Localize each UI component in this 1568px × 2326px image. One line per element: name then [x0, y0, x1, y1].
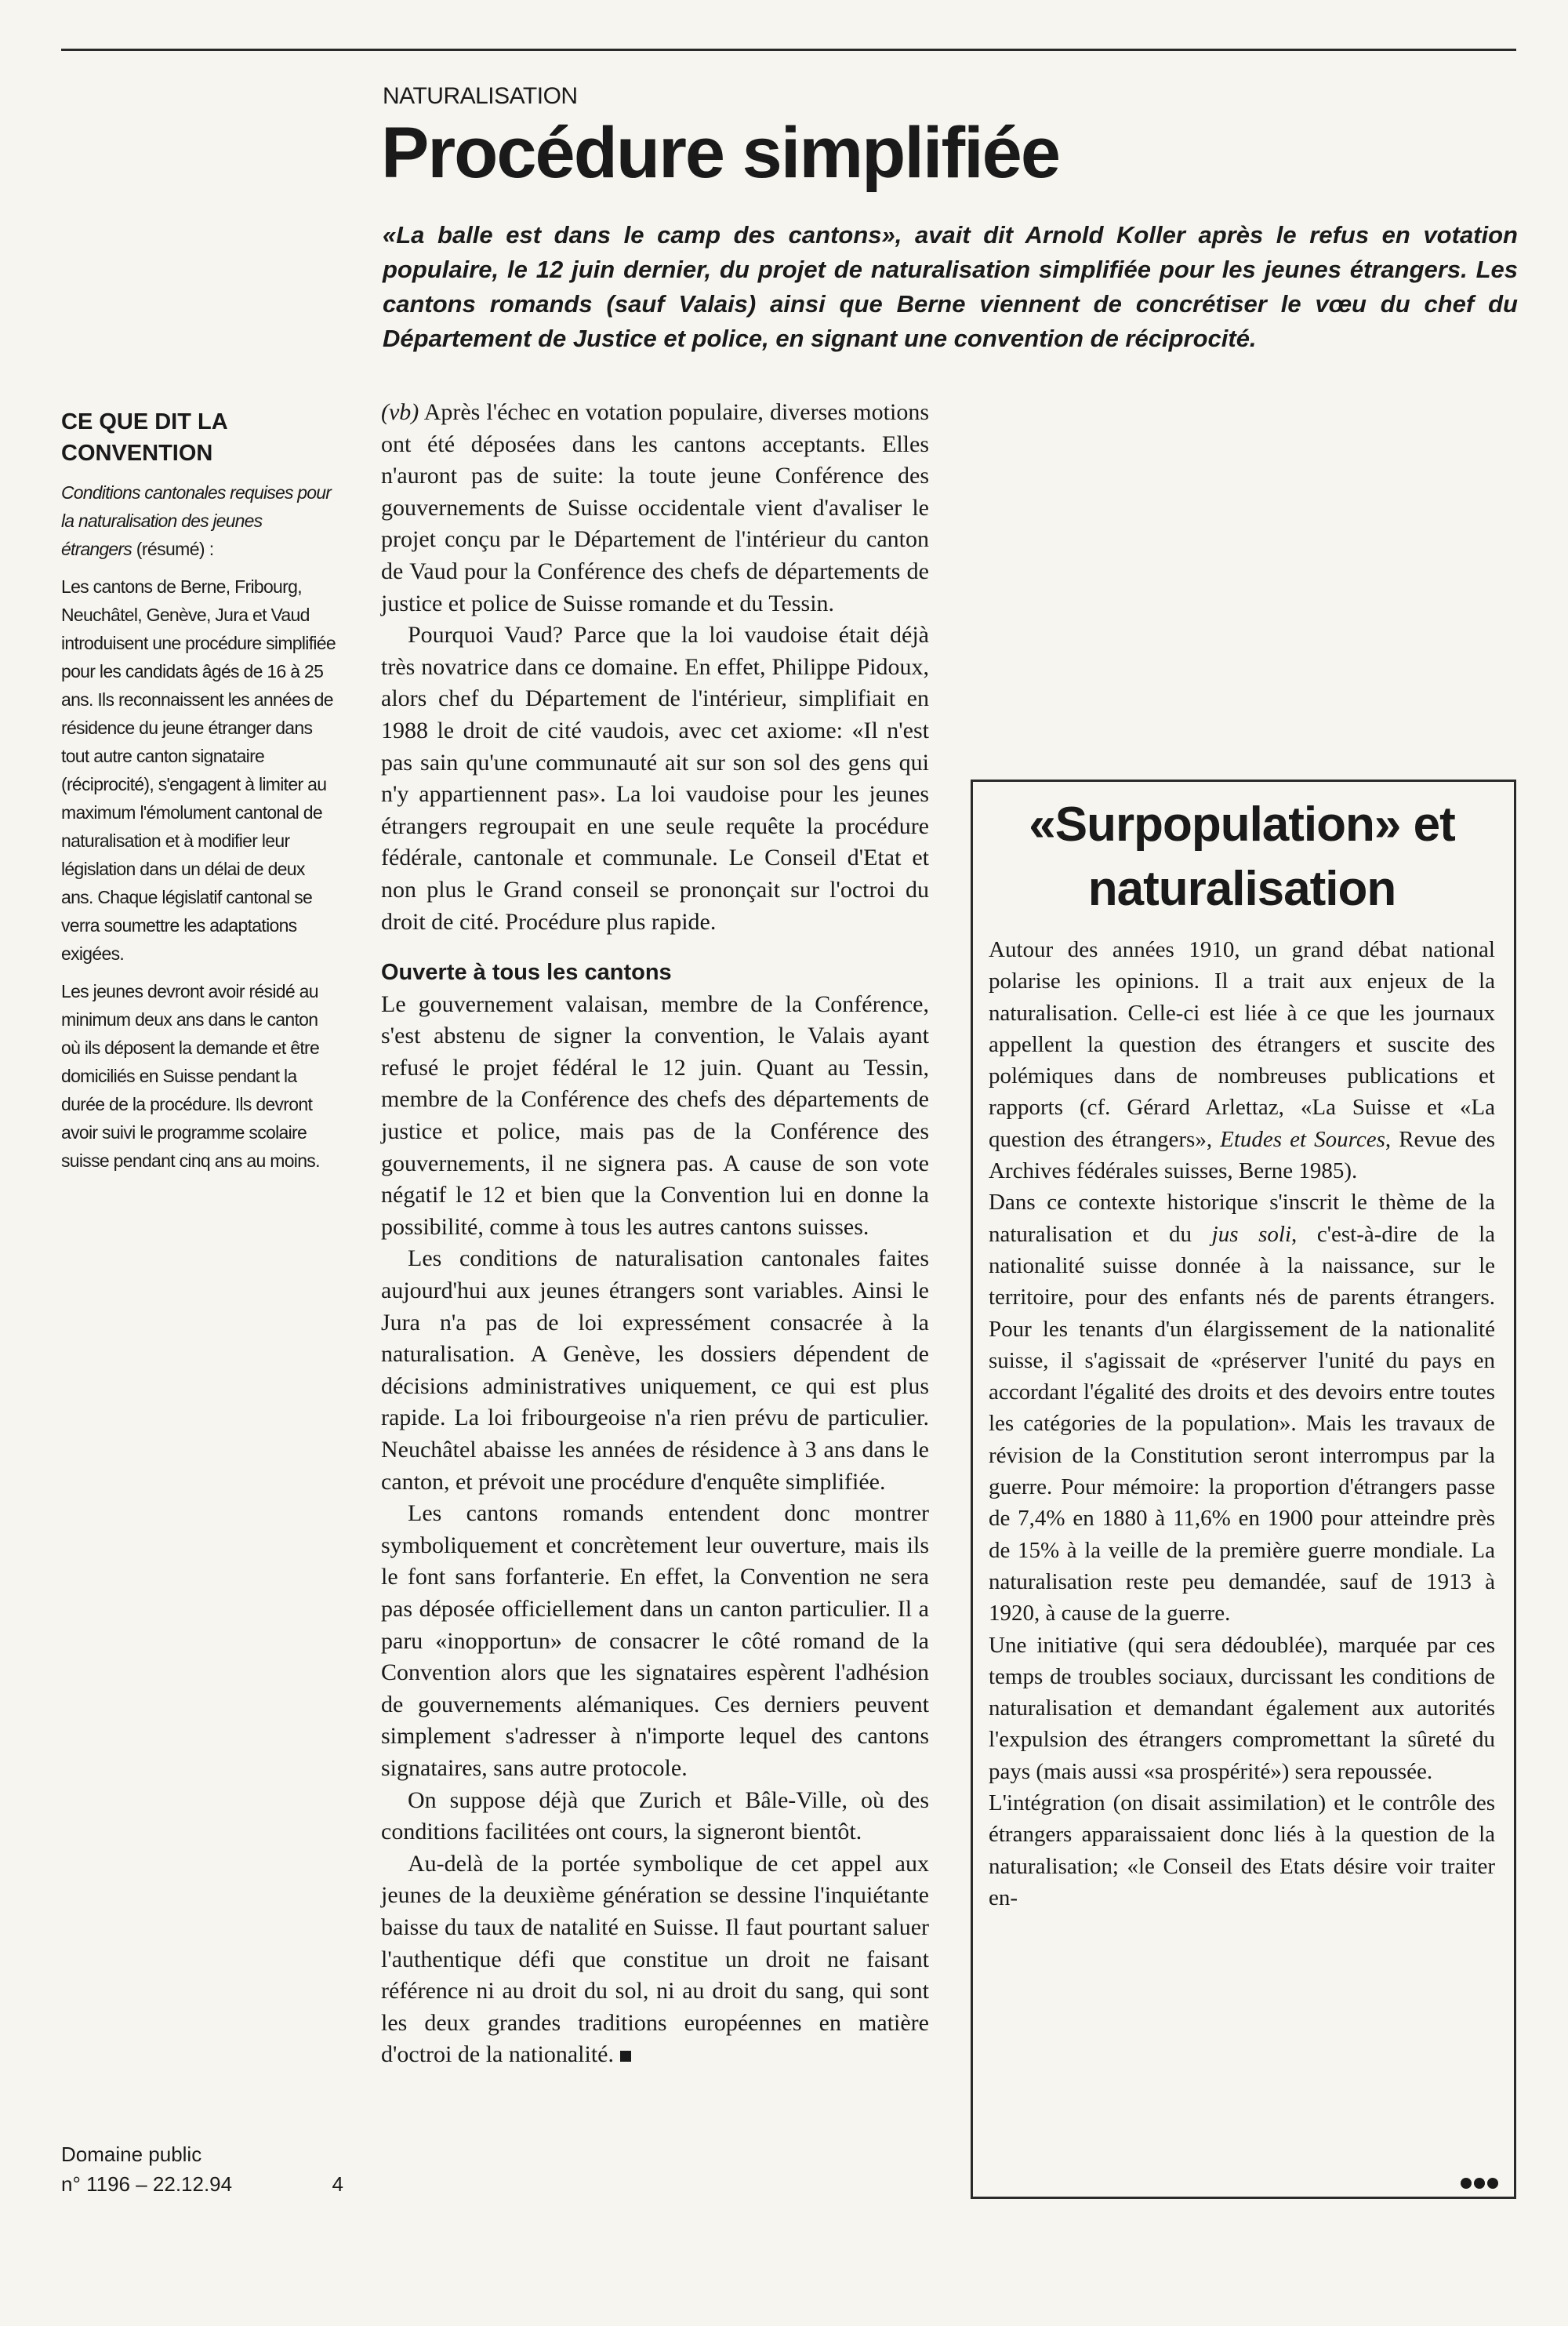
- text-run: , c'est-à-dire de la nationalité suisse donnée à la naissance, sur le territoire, pour des enfants nés de parents étrangers. Pour les tenants d'un élargissement de la nationalité suisse, il s'agissait de «préserver l'unité du pays en accordant l'égalité des droits et des devoirs entre toutes les catégories de la population». Mais les travaux de révision de la Constitution seront interrompus par la guerre. Pour mémoire: la proportion d'étrangers passe de 7,4% en 1880 à 11,6% en 1900 pour atteindre près de 15% à la veille de la première guerre mondiale. La naturalisation reste peu demandée, sauf de 1913 à 1920, à cause de la guerre.: [989, 1221, 1496, 1626]
- article-subhead: Ouverte à tous les cantons: [381, 960, 672, 986]
- text-run-italic: Etudes et Sources: [1220, 1126, 1385, 1152]
- sidebar-paragraph: Les jeunes devront avoir résidé au minimum deux ans dans le canton où ils déposent la demande et être domiciliés en Suisse pendant la durée de la procédure. Ils devront avoir suivi le programme scolaire suisse pendant cinq ans au moins.: [61, 981, 320, 1171]
- box-paragraph: Une initiative (qui sera dédoublée), marquée par ces temps de troubles sociaux, durcissant les conditions de naturalisation et demandant également aux autorités l'expulsion des étrangers compromettant la sûreté du pays (mais aussi «sa prospérité») sera repoussée.: [989, 1632, 1495, 1784]
- paragraph-text: Au-delà de la portée symbolique de cet appel aux jeunes de la deuxième génération se dessine l'inquiétante baisse du taux de natalité en Suisse. Il faut pourtant saluer l'authentique défi que constitue un droit ne faisant référence ni au droit du sol, ni au droit du sang, qui sont les deux grandes traditions européennes en matière d'octroi de la nationalité.: [381, 1850, 929, 2068]
- sidebar-subtitle-italic: Conditions cantonales requises pour la naturalisation des jeunes étrangers: [61, 482, 332, 559]
- continued-dots-icon: [1461, 2178, 1498, 2189]
- article-lead: «La balle est dans le camp des cantons», avait dit Arnold Koller après le refus en votation populaire, le 12 juin dernier, du projet de naturalisation simplifiée pour les jeunes étrangers. Les cantons romands (sauf Valais) ainsi que Berne viennent de concrétiser le vœu du chef du Département de Justice et police, en signant une convention de réciprocité.: [383, 221, 1518, 352]
- section-rubric: NATURALISATION: [383, 83, 578, 109]
- article-paragraph: [381, 1848, 929, 2071]
- top-rule: [61, 49, 1516, 51]
- dot: [1474, 2178, 1485, 2189]
- page-footer: [61, 2139, 343, 2199]
- sidebar-title: CE QUE DIT LA CONVENTION: [61, 409, 227, 466]
- box-text: [989, 934, 1495, 1913]
- dot: [1461, 2178, 1472, 2189]
- text-run: Autour des années 1910, un grand débat national polarise les opinions. Il a trait aux enjeux de la naturalisation. Celle-ci est liée à ce que les journaux appellent la question des étrangers et suscite des polémiques dans de nombreuses publications et rapports (cf. Gérard Arlettaz, «La Suisse et «La question des étrangers»,: [989, 937, 1495, 1152]
- sidebar-paragraph: Les cantons de Berne, Fribourg, Neuchâtel, Genève, Jura et Vaud introduisent une procédure simplifiée pour les candidats âgés de 16 à 25 ans. Ils reconnaissent les années de résidence du jeune étranger dans tout autre canton signataire (réciprocité), s'engagent à limiter au maximum l'émolument cantonal de naturalisation et à modifier leur législation dans un délai de deux ans. Chaque législatif cantonal se verra soumettre les adaptations exigées.: [61, 576, 336, 964]
- surpopulation-box: [971, 780, 1516, 2199]
- article-paragraph: [381, 397, 929, 620]
- end-mark-icon: [620, 2051, 631, 2062]
- convention-sidebar: [61, 406, 336, 1184]
- article-paragraph: Le gouvernement valaisan, membre de la Conférence, s'est abstenu de signer la convention, le Valais ayant refusé le projet fédéral le 12 juin. Quant au Tessin, membre de la Conférence des chefs des départements de justice et police, mais pas de la Conférence des gouvernements, il ne signera pas. A cause de son vote négatif le 12 et bien que la Convention lui en donne la possibilité, comme à tous les autres cantons suisses.: [381, 990, 929, 1240]
- box-paragraph: [989, 934, 1495, 1187]
- sidebar-subtitle-suffix: (résumé) :: [136, 539, 214, 559]
- issue-number: n° 1196 – 22.12.94: [61, 2172, 233, 2196]
- article-paragraph: Les cantons romands entendent donc montrer symboliquement et concrètement leur ouverture, mais ils le font sans forfanterie. En effet, la Convention ne sera pas déposée officiellement dans un canton particulier. Il a paru «inopportun» de consacrer le côté romand de la Convention alors que les signataires espèrent l'adhésion de gouvernements alémaniques. Ces derniers peuvent simplement s'adresser à n'importe lequel des cantons signataires, sans autre protocole.: [381, 1500, 929, 1781]
- text-run: Dans ce contexte historique s'inscrit le thème de la naturalisation et du: [989, 1190, 1495, 1247]
- box-paragraph: L'intégration (on disait assimilation) et le contrôle des étrangers apparaissaient donc liés à la question de la naturalisation; «le Conseil des Etats désire voir traiter en-: [989, 1790, 1495, 1910]
- article-headline: Procédure simplifiée: [381, 113, 1059, 193]
- byline: (vb): [381, 399, 419, 425]
- article-paragraph: Pourquoi Vaud? Parce que la loi vaudoise était déjà très novatrice dans ce domaine. En effet, Philippe Pidoux, alors chef du Département de l'intérieur, simplifiait en 1988 le droit de cité vaudois, avec cet axiome: «Il n'est pas sain qu'une communauté ait sur son sol des gens qui n'y appartiennent pas». La loi vaudoise pour les jeunes étrangers regroupait en une seule requête la procédure fédérale, cantonale et communale. Le Conseil d'Etat et non plus le Grand conseil se prononçait sur l'octroi du droit de cité. Procédure plus rapide.: [381, 622, 929, 935]
- box-title: «Surpopulation» et naturalisation: [1029, 798, 1455, 916]
- box-paragraph: [989, 1187, 1495, 1629]
- article-paragraph: Les conditions de naturalisation cantonales faites aujourd'hui aux jeunes étrangers sont variables. Ainsi le Jura n'a pas de loi expressément consacrée à la naturalisation. A Genève, les dossiers dépendent de décisions administratives uniquement, ce qui est plus rapide. La loi fribourgeoise n'a rien prévu de particulier. Neuchâtel abaisse les années de résidence à 3 ans dans le canton, et prévoit une procédure d'enquête simplifiée.: [381, 1245, 929, 1495]
- sidebar-subtitle: [61, 478, 336, 563]
- text-run: , Revue des Archives fédérales suisses, Berne 1985).: [989, 1126, 1495, 1184]
- dot: [1487, 2178, 1498, 2189]
- page-number: 4: [332, 2172, 343, 2196]
- article-paragraph: On suppose déjà que Zurich et Bâle-Ville, où des conditions facilitées ont cours, la signeront bientôt.: [381, 1786, 929, 1845]
- paragraph-text: Après l'échec en votation populaire, diverses motions ont été déposées dans les cantons acceptants. Elles n'auront pas de suite: la toute jeune Conférence des gouvernements de Suisse occidentale vient d'avaliser le projet conçu par le Département de l'intérieur du canton de Vaud pour la Conférence des chefs de départements de justice et police de Suisse romande et du Tessin.: [381, 399, 929, 616]
- text-run-italic: jus soli: [1211, 1221, 1292, 1247]
- publication-name: Domaine public: [61, 2142, 202, 2166]
